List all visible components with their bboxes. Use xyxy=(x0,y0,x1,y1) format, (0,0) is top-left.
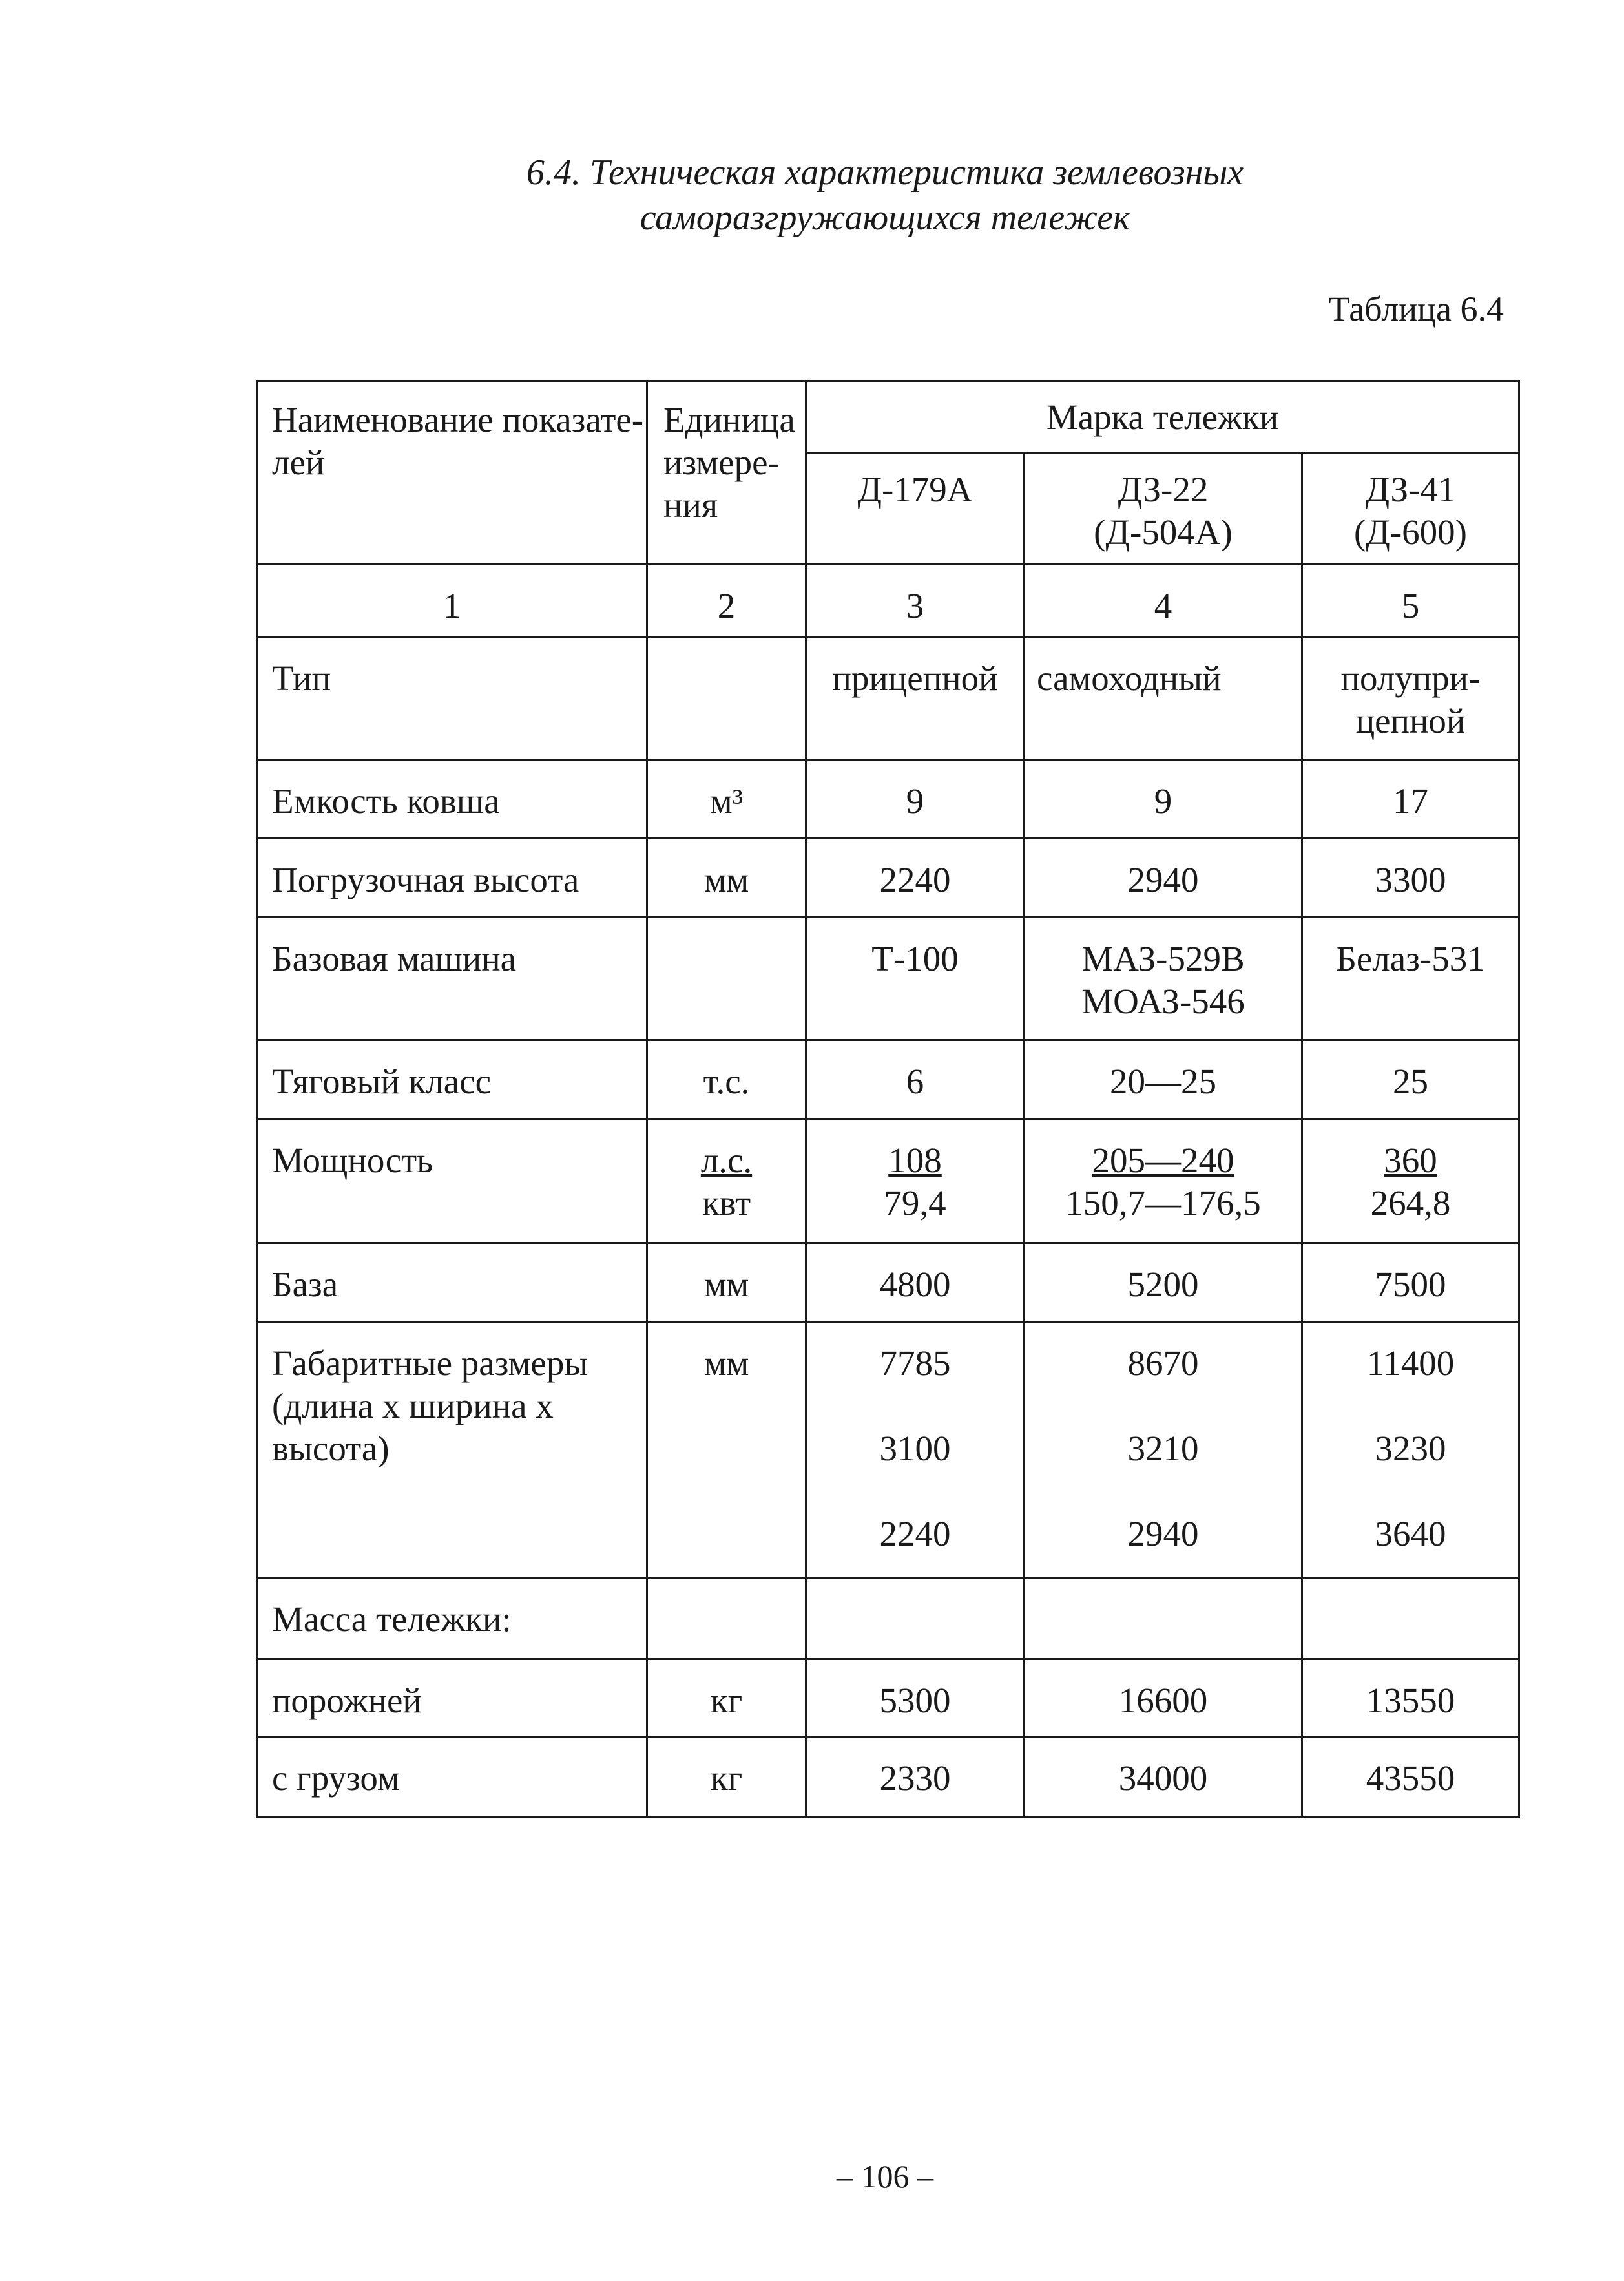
value-cell: 2940 xyxy=(1025,839,1302,918)
table-row-dimensions xyxy=(257,1322,1519,1578)
row-unit: мм xyxy=(647,1243,806,1322)
row-unit: мм xyxy=(647,839,806,918)
page-number: – 106 – xyxy=(837,2158,933,2194)
value-hp: 360 xyxy=(1384,1140,1437,1180)
header-brand-group: Марка тележки xyxy=(806,381,1519,454)
row-label: База xyxy=(257,1243,647,1322)
row-unit: кг xyxy=(647,1659,806,1737)
table-row-traction-class xyxy=(257,1040,1519,1119)
row-unit xyxy=(647,637,806,760)
value-cell: МАЗ-529В МОАЗ-546 xyxy=(1025,918,1302,1040)
row-label: Погрузочная высота xyxy=(257,839,647,918)
row-label: порожней xyxy=(257,1659,647,1737)
table-row-loading-height xyxy=(257,839,1519,918)
column-number: 3 xyxy=(806,565,1025,637)
table-row-base-machine xyxy=(257,918,1519,1040)
row-unit xyxy=(647,1119,806,1243)
row-label: Масса тележки: xyxy=(257,1578,647,1659)
value-cell: 8670 3210 2940 xyxy=(1025,1322,1302,1578)
unit-hp: л.с. xyxy=(700,1140,753,1180)
table-row-wheelbase xyxy=(257,1243,1519,1322)
table-row-bucket-capacity xyxy=(257,760,1519,839)
value-cell: 7500 xyxy=(1302,1243,1519,1322)
value-cell: прицепной xyxy=(806,637,1025,760)
value-cell: самоходный xyxy=(1025,637,1302,760)
value-cell: 4800 xyxy=(806,1243,1025,1322)
value-cell: 25 xyxy=(1302,1040,1519,1119)
value-cell: 17 xyxy=(1302,760,1519,839)
value-cell xyxy=(806,1119,1025,1243)
value-kw: 79,4 xyxy=(884,1183,946,1223)
row-unit: мм xyxy=(647,1322,806,1578)
row-label: с грузом xyxy=(257,1737,647,1817)
value-cell: 6 xyxy=(806,1040,1025,1119)
header-brand-dz41: ДЗ-41 (Д-600) xyxy=(1302,454,1519,565)
value-cell: 3300 xyxy=(1302,839,1519,918)
value-cell: 7785 3100 2240 xyxy=(806,1322,1025,1578)
header-brand-dz22: ДЗ-22 (Д-504А) xyxy=(1025,454,1302,565)
row-unit xyxy=(647,1578,806,1659)
value-hp: 108 xyxy=(888,1140,942,1180)
value-cell: 13550 xyxy=(1302,1659,1519,1737)
row-unit xyxy=(647,918,806,1040)
section-title xyxy=(0,150,1624,240)
value-cell: 2240 xyxy=(806,839,1025,918)
table-label: Таблица 6.4 xyxy=(1328,289,1504,328)
column-number: 5 xyxy=(1302,565,1519,637)
value-cell: Т-100 xyxy=(806,918,1025,1040)
row-label: Габаритные размеры (длина х ширина х высота) xyxy=(257,1322,647,1578)
value-cell: 20—25 xyxy=(1025,1040,1302,1119)
header-unit: Единица измере- ния xyxy=(647,381,806,565)
value-cell: 5200 xyxy=(1025,1243,1302,1322)
row-label: Базовая машина xyxy=(257,918,647,1040)
column-number: 1 xyxy=(257,565,647,637)
header-brand-d179a: Д-179А xyxy=(806,454,1025,565)
value-cell xyxy=(1025,1578,1302,1659)
row-label: Мощность xyxy=(257,1119,647,1243)
section-title-line-2: саморазгружающихся тележек xyxy=(640,198,1130,238)
value-cell: 9 xyxy=(1025,760,1302,839)
header-row-1 xyxy=(257,381,1519,454)
value-hp: 205—240 xyxy=(1092,1140,1234,1180)
table-row-type xyxy=(257,637,1519,760)
header-name: Наименование показате- лей xyxy=(257,381,647,565)
value-cell: полупри- цепной xyxy=(1302,637,1519,760)
value-cell: 5300 xyxy=(806,1659,1025,1737)
table-row-power xyxy=(257,1119,1519,1243)
column-number: 4 xyxy=(1025,565,1302,637)
value-cell: 9 xyxy=(806,760,1025,839)
row-label: Тяговый класс xyxy=(257,1040,647,1119)
value-cell xyxy=(1025,1119,1302,1243)
table-row-mass-loaded xyxy=(257,1737,1519,1817)
row-label: Тип xyxy=(257,637,647,760)
value-cell: Белаз-531 xyxy=(1302,918,1519,1040)
value-cell: 16600 xyxy=(1025,1659,1302,1737)
value-cell xyxy=(1302,1119,1519,1243)
column-numbers-row xyxy=(257,565,1519,637)
value-cell: 11400 3230 3640 xyxy=(1302,1322,1519,1578)
row-unit: кг xyxy=(647,1737,806,1817)
value-cell: 43550 xyxy=(1302,1737,1519,1817)
value-kw: 150,7—176,5 xyxy=(1065,1183,1261,1223)
column-number: 2 xyxy=(647,565,806,637)
row-unit: м³ xyxy=(647,760,806,839)
value-kw: 264,8 xyxy=(1370,1183,1451,1223)
value-cell xyxy=(1302,1578,1519,1659)
value-cell: 34000 xyxy=(1025,1737,1302,1817)
row-label: Емкость ковша xyxy=(257,760,647,839)
table-row-mass-header xyxy=(257,1578,1519,1659)
specifications-table xyxy=(256,380,1520,1818)
unit-kw: квт xyxy=(702,1183,751,1223)
section-title-line-1: 6.4. Техническая характеристика землевозных xyxy=(526,152,1244,193)
value-cell xyxy=(806,1578,1025,1659)
value-cell: 2330 xyxy=(806,1737,1025,1817)
row-unit: т.с. xyxy=(647,1040,806,1119)
table-row-mass-empty xyxy=(257,1659,1519,1737)
